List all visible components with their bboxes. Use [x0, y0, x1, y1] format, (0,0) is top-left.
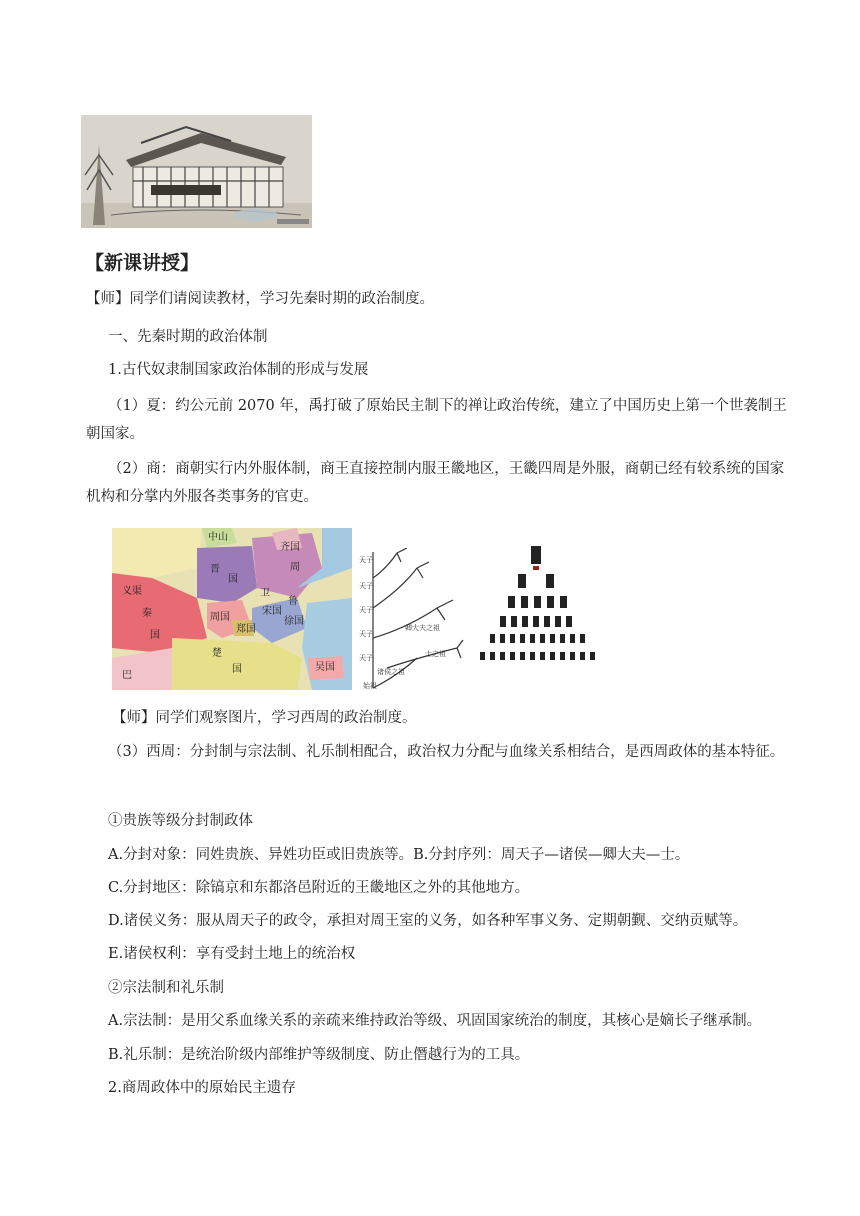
paragraph-western-zhou: （3）西周：分封制与宗法制、礼乐制相配合，政治权力分配与血缘关系相结合，是西周政体的基本特征。	[108, 744, 785, 760]
tree-label-shizu: 始祖	[363, 682, 377, 690]
tree-svg	[357, 548, 465, 692]
building-sketch-svg	[81, 115, 312, 228]
tree-label-tianzi-5: 天子	[359, 654, 373, 662]
map-label-jin-guo: 国	[228, 574, 238, 585]
paragraph-shang: （2）商：商朝实行内外服体制，商王直接控制内服王畿地区，王畿四周是外服，商朝已经有较系统的国家机构和分掌内外服各类事务的官吏。	[86, 461, 785, 505]
map-label-qin-guo: 国	[150, 630, 160, 641]
paragraph-clan-a: A.宗法制：是用父系血缘关系的亲疏来维持政治等级、巩固国家统治的制度，其核心是嫡长子继承制。	[108, 1013, 762, 1029]
paragraph-clan-title: ②宗法制和礼乐制	[108, 980, 224, 996]
western-zhou-map	[112, 528, 352, 690]
map-label-zheng: 郑国	[236, 624, 256, 635]
section-heading: 【新课讲授】	[85, 252, 200, 274]
map-label-wei: 卫	[260, 588, 270, 599]
pyramid-svg	[466, 544, 606, 672]
map-label-chu-guo: 国	[232, 664, 242, 675]
map-label-lu: 鲁	[288, 596, 298, 607]
map-label-zhouguo: 周国	[210, 612, 230, 623]
tree-label-zhuhou: 诸侯之祖	[377, 668, 405, 676]
map-label-qin: 秦	[142, 608, 152, 619]
tree-label-tianzi-2: 天子	[359, 582, 373, 590]
clan-tree-diagram	[357, 548, 465, 692]
map-svg	[112, 528, 352, 690]
map-label-zhou: 周	[290, 562, 300, 573]
map-label-chu: 楚	[212, 648, 222, 659]
paragraph-item-c: C.分封地区：除镐京和东都洛邑附近的王畿地区之外的其他地方。	[108, 880, 530, 896]
paragraph-subsection-2: 2.商周政体中的原始民主遗存	[108, 1080, 296, 1096]
paragraph-enfeoffment-title: ①贵族等级分封制政体	[108, 813, 253, 829]
tree-label-tianzi-4: 天子	[359, 630, 373, 638]
map-label-jin: 晋	[210, 564, 220, 575]
paragraph-teacher-observe: 【师】同学们观察图片，学习西周的政治制度。	[112, 710, 417, 726]
paragraph-section-one: 一、先秦时期的政治体制	[108, 329, 268, 345]
building-sketch-image	[81, 115, 312, 228]
tree-label-tianzi-1: 天子	[359, 556, 373, 564]
paragraph-item-d: D.诸侯义务：服从周天子的政令，承担对周王室的义务，如各种军事义务、定期朝觐、交纳贡赋等。	[108, 913, 748, 929]
map-label-yiqu: 义渠	[122, 586, 142, 597]
tree-label-shi: 士之祖	[425, 650, 446, 658]
hierarchy-pyramid	[466, 544, 606, 672]
paragraph-teacher-intro: 【师】同学们请阅读教材，学习先秦时期的政治制度。	[86, 291, 434, 307]
tree-label-tianzi-3: 天子	[359, 606, 373, 614]
tree-label-qingdafu: 卿大夫之祖	[405, 624, 440, 632]
map-label-song: 宋国	[262, 606, 282, 617]
map-label-ba: 巴	[122, 670, 132, 681]
map-label-qi: 齐国	[280, 542, 300, 553]
paragraph-xia: （1）夏：约公元前 2070 年，禹打破了原始民主制下的禅让政治传统，建立了中国历史上第一个世袭制王朝国家。	[86, 398, 787, 442]
paragraph-item-a: A.分封对象：同姓贵族、异姓功臣或旧贵族等。B.分封序列：周天子—诸侯—卿大夫—士。	[108, 847, 690, 863]
paragraph-item-e: E.诸侯权利：享有受封土地上的统治权	[108, 946, 356, 962]
paragraph-subsection-1: 1.古代奴隶制国家政治体制的形成与发展	[108, 362, 369, 378]
map-label-zhongshan: 中山	[208, 532, 228, 543]
map-label-xu: 徐国	[284, 616, 304, 627]
map-label-wu: 吴国	[315, 662, 335, 673]
paragraph-clan-b: B.礼乐制：是统治阶级内部维护等级制度、防止僭越行为的工具。	[108, 1047, 530, 1063]
